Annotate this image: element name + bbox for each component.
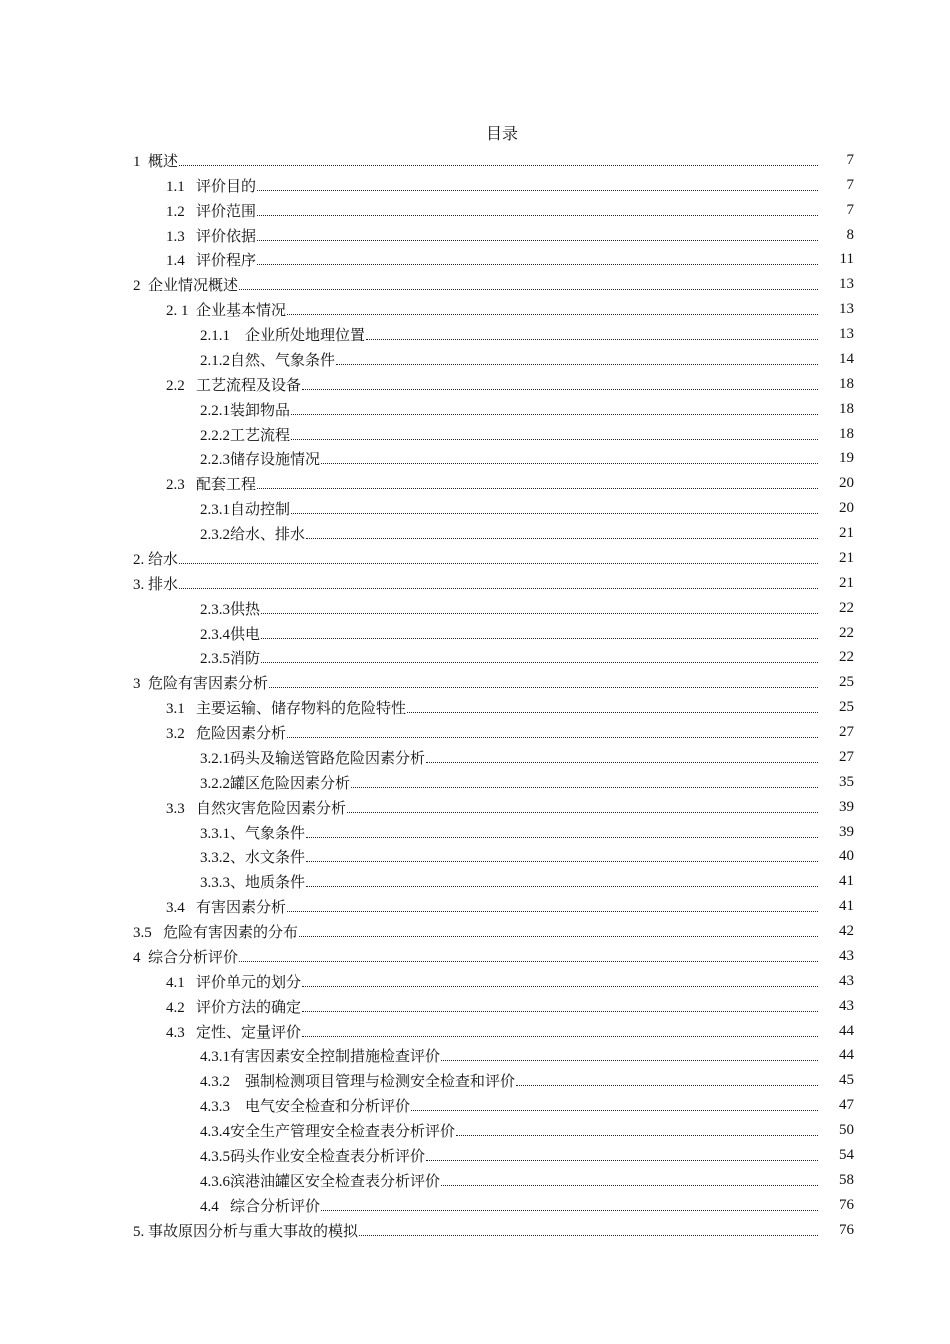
toc-entry-text [0,845,818,870]
toc-page-number: 20 [839,475,854,492]
toc-entry-text [0,944,818,969]
toc-entry-text [0,820,818,845]
toc-entry-text [0,695,818,720]
toc-entry-text [0,1168,818,1193]
toc-page-number: 43 [839,947,854,964]
toc-page-number: 42 [839,923,854,940]
toc-entry[interactable] [0,397,950,422]
toc-entry-label: 2.1.2自然、气象条件 [200,352,336,369]
dot-leader [257,215,818,216]
toc-entry-label: 4.1 评价单元的划分 [166,974,302,991]
toc-entry[interactable] [0,1019,950,1044]
toc-entry-label: 4.3.3 电气安全检查和分析评价 [200,1099,411,1116]
toc-entry[interactable] [0,471,950,496]
toc-entry-label: 4.3 定性、定量评价 [166,1024,302,1041]
toc-page-number: 13 [839,301,854,318]
toc-entry-label: 3.3.2、水文条件 [200,850,306,867]
dot-leader [261,638,818,639]
toc-entry-text [0,521,818,546]
dot-leader [426,762,818,763]
dot-leader [287,314,818,315]
toc-entry-text [0,969,818,994]
toc-entry[interactable] [0,944,950,969]
dot-leader [179,165,818,166]
toc-entry-text [0,869,818,894]
toc-entry[interactable] [0,148,950,173]
toc-entry-label: 3.3.3、地质条件 [200,875,306,892]
toc-entry-text [0,621,818,646]
toc-entry-label: 4.3.1有害因素安全控制措施检查评价 [200,1049,441,1066]
dot-leader [407,712,818,713]
toc-entry-text [0,1044,818,1069]
toc-page-number: 18 [839,425,854,442]
toc-entry[interactable] [0,795,950,820]
dot-leader [516,1085,818,1086]
dot-leader [302,389,818,390]
dot-leader [287,737,818,738]
dot-leader [306,861,818,862]
dot-leader [306,837,818,838]
dot-leader [257,190,818,191]
toc-entry-label: 2.3.3供热 [200,601,261,618]
toc-entry[interactable] [0,894,950,919]
toc-page-number: 41 [839,873,854,890]
toc-entry-label: 3.2.1码头及输送管路危险因素分析 [200,750,426,767]
toc-page-number: 20 [839,500,854,517]
toc-entry-text [0,1093,818,1118]
toc-title: 目录 [485,126,518,143]
toc-entry-label: 3.4 有害因素分析 [166,900,287,917]
toc-page-number: 41 [839,898,854,915]
toc-entry[interactable] [0,571,950,596]
toc-page-number: 7 [846,151,854,168]
toc-page-number: 22 [839,649,854,666]
toc-entry-text [0,994,818,1019]
toc-page-number: 13 [839,326,854,343]
dot-leader [291,513,818,514]
toc-entry-label: 2.2.3储存设施情况 [200,452,321,469]
toc-entry-text [0,1218,818,1243]
toc-page-number: 35 [839,773,854,790]
dot-leader [291,414,818,415]
toc-page-number: 27 [839,724,854,741]
dot-leader [351,787,818,788]
toc-entry-text [0,1143,818,1168]
toc-entry[interactable] [0,447,950,472]
toc-page-number: 13 [839,276,854,293]
toc-page-number: 27 [839,748,854,765]
toc-entry-text [0,894,818,919]
dot-leader [366,339,818,340]
toc-entry-text [0,1068,818,1093]
toc-entry[interactable] [0,646,950,671]
toc-entry-text [0,198,818,223]
toc-entry-text [0,173,818,198]
toc-entry[interactable] [0,248,950,273]
toc-page-number: 40 [839,848,854,865]
toc-entry-text [0,447,818,472]
dot-leader [179,563,818,564]
toc-entry[interactable] [0,596,950,621]
dot-leader [261,613,818,614]
toc-entry[interactable] [0,770,950,795]
toc-entry[interactable] [0,198,950,223]
toc-entry[interactable] [0,347,950,372]
toc-entry-label: 5. 事故原因分析与重大事故的模拟 [133,1223,359,1240]
toc-entry[interactable] [0,695,950,720]
toc-entry[interactable] [0,745,950,770]
toc-entry-label: 2.3.4供电 [200,626,261,643]
toc-entry-label: 3.2 危险因素分析 [166,726,287,743]
dot-leader [321,463,818,464]
toc-entry-label: 4.3.4安全生产管理安全检查表分析评价 [200,1124,456,1141]
toc-entry[interactable] [0,1068,950,1093]
dot-leader [306,538,818,539]
toc-entry-text [0,770,818,795]
toc-entry-text [0,471,818,496]
toc-entry-label: 2.3.1自动控制 [200,502,291,519]
toc-entry-label: 2.2 工艺流程及设备 [166,377,302,394]
toc-entry[interactable] [0,1218,950,1243]
toc-entry[interactable] [0,1118,950,1143]
toc-page-number: 44 [839,1022,854,1039]
toc-entry[interactable] [0,496,950,521]
toc-entry[interactable] [0,422,950,447]
toc-entry-text [0,670,818,695]
toc-entry-text [0,596,818,621]
toc-entry[interactable] [0,1168,950,1193]
toc-entry[interactable] [0,869,950,894]
toc-entry-label: 3.3.1、气象条件 [200,825,306,842]
toc-page-number: 25 [839,699,854,716]
toc-entry[interactable] [0,670,950,695]
toc-entry-label: 3.1 主要运输、储存物料的危险特性 [166,701,407,718]
toc-entry-label: 4.3.6滨港油罐区安全检查表分析评价 [200,1173,441,1190]
toc-entry-text [0,720,818,745]
toc-entry-text [0,919,818,944]
dot-leader [411,1110,818,1111]
toc-page-number: 21 [839,574,854,591]
toc-entry[interactable] [0,1193,950,1218]
toc-entry-label: 1.4 评价程序 [166,253,257,270]
dot-leader [239,289,818,290]
toc-entry[interactable] [0,521,950,546]
toc-entry[interactable] [0,720,950,745]
dot-leader [441,1060,818,1061]
toc-page-number: 47 [839,1097,854,1114]
dot-leader [306,886,818,887]
toc-entry-label: 2.2.1装卸物品 [200,402,291,419]
toc-entry-text [0,322,818,347]
toc-entry-text [0,795,818,820]
toc-page-number: 22 [839,599,854,616]
toc-entry-label: 1 概述 [133,153,179,170]
toc-entry[interactable] [0,969,950,994]
dot-leader [347,812,818,813]
toc-entry-text [0,272,818,297]
dot-leader [456,1135,818,1136]
toc-entry-label: 2.3.2给水、排水 [200,527,306,544]
toc-entry-label: 2.3.5消防 [200,651,261,668]
toc-page-number: 58 [839,1171,854,1188]
toc-page-number: 39 [839,823,854,840]
toc-entry[interactable] [0,272,950,297]
dot-leader [359,1235,818,1236]
dot-leader [302,986,818,987]
toc-entry-text [0,148,818,173]
toc-entry-text [0,496,818,521]
toc-page-number: 45 [839,1072,854,1089]
toc-page-number: 7 [846,201,854,218]
toc-entry-label: 3.2.2罐区危险因素分析 [200,775,351,792]
toc-entry-text [0,1019,818,1044]
dot-leader [257,488,818,489]
toc-page-number: 21 [839,549,854,566]
toc-entry-text [0,297,818,322]
toc-entry-text [0,347,818,372]
toc-entry-label: 3.3 自然灾害危险因素分析 [166,800,347,817]
toc-page-number: 76 [839,1221,854,1238]
toc-entry-label: 4.3.2 强制检测项目管理与检测安全检查和评价 [200,1074,516,1091]
toc-page-number: 76 [839,1196,854,1213]
toc-page-number: 22 [839,624,854,641]
dot-leader [426,1160,818,1161]
toc-entry-label: 2.2.2工艺流程 [200,427,291,444]
toc-entry-label: 1.3 评价依据 [166,228,257,245]
toc-entry-label: 2.3 配套工程 [166,477,257,494]
toc-entry[interactable] [0,546,950,571]
toc-entry-text [0,646,818,671]
dot-leader [239,961,818,962]
toc-page-number: 25 [839,674,854,691]
toc-entry-text [0,223,818,248]
toc-page-number: 44 [839,1047,854,1064]
toc-entry-text [0,745,818,770]
dot-leader [291,439,818,440]
toc-entry[interactable] [0,372,950,397]
toc-entry[interactable] [0,1143,950,1168]
toc-entry-label: 4 综合分析评价 [133,949,239,966]
toc-entry-text [0,571,818,596]
toc-entry-label: 3. 排水 [133,576,179,593]
dot-leader [287,911,818,912]
toc-entry[interactable] [0,845,950,870]
toc-page-number: 14 [839,350,854,367]
toc-page-number: 19 [839,450,854,467]
toc-entry-label: 1.2 评价范围 [166,203,257,220]
toc-entry[interactable] [0,1044,950,1069]
table-of-contents [0,148,950,1243]
toc-entry-text [0,422,818,447]
toc-entry-label: 3.5 危险有害因素的分布 [133,925,299,942]
toc-entry-label: 2 企业情况概述 [133,278,239,295]
toc-entry-label: 2. 给水 [133,551,179,568]
dot-leader [257,240,818,241]
dot-leader [269,687,818,688]
toc-entry-label: 4.3.5码头作业安全检查表分析评价 [200,1148,426,1165]
toc-entry[interactable] [0,1093,950,1118]
toc-entry-text [0,372,818,397]
toc-entry-label: 1.1 评价目的 [166,178,257,195]
toc-entry-label: 4.4 综合分析评价 [200,1198,321,1215]
toc-entry[interactable] [0,919,950,944]
dot-leader [261,662,818,663]
dot-leader [302,1011,818,1012]
dot-leader [441,1185,818,1186]
toc-page-number: 11 [839,251,854,268]
toc-page-number: 18 [839,375,854,392]
toc-page-number: 8 [846,226,854,243]
toc-page-number: 18 [839,400,854,417]
toc-entry-text [0,248,818,273]
toc-entry-label: 2. 1 企业基本情况 [166,303,287,320]
toc-entry-text [0,1193,818,1218]
toc-entry[interactable] [0,994,950,1019]
toc-page-number: 50 [839,1122,854,1139]
toc-page-number: 43 [839,997,854,1014]
toc-entry-label: 4.2 评价方法的确定 [166,999,302,1016]
toc-entry[interactable] [0,173,950,198]
toc-entry[interactable] [0,820,950,845]
toc-page-number: 39 [839,798,854,815]
toc-entry-label: 2.1.1 企业所处地理位置 [200,328,366,345]
toc-entry[interactable] [0,322,950,347]
toc-entry-text [0,1118,818,1143]
dot-leader [257,264,818,265]
dot-leader [179,588,818,589]
dot-leader [321,1210,818,1211]
toc-entry[interactable] [0,621,950,646]
toc-entry[interactable] [0,297,950,322]
dot-leader [299,936,818,937]
toc-page-number: 54 [839,1146,854,1163]
toc-entry-text [0,397,818,422]
toc-page-number: 21 [839,525,854,542]
toc-page-number: 7 [846,176,854,193]
toc-entry[interactable] [0,223,950,248]
toc-entry-text [0,546,818,571]
toc-page-number: 43 [839,972,854,989]
dot-leader [302,1036,818,1037]
dot-leader [336,364,818,365]
toc-entry-label: 3 危险有害因素分析 [133,676,269,693]
